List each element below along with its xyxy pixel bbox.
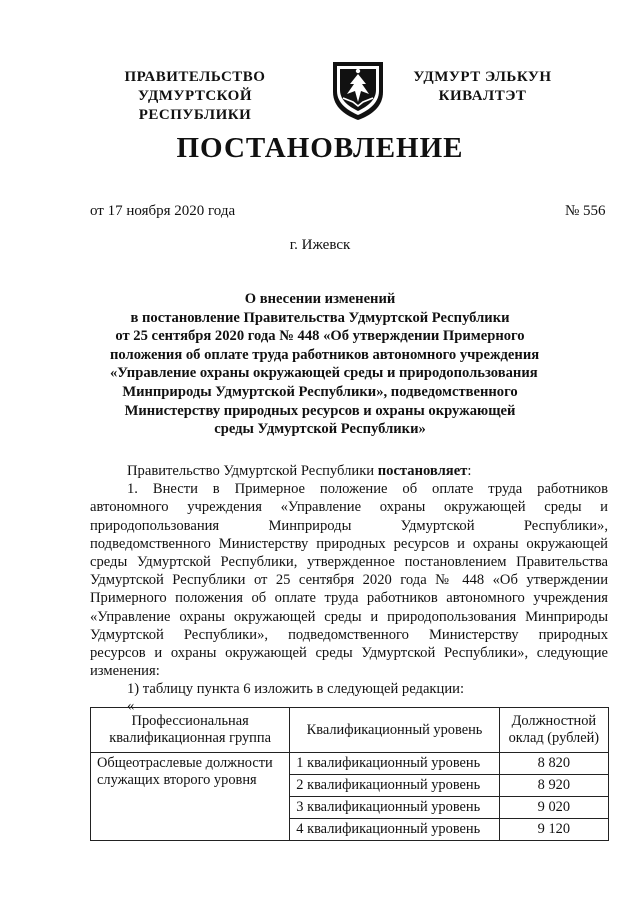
table-cell-level: 3 квалификационный уровень <box>290 797 499 819</box>
subject-line: О внесении изменений <box>244 291 396 307</box>
header-left-line1: ПРАВИТЕЛЬСТВО <box>124 69 266 85</box>
document-title: ПОСТАНОВЛЕНИЕ <box>176 132 464 164</box>
intro-text: Правительство Удмуртской Республики <box>127 463 378 479</box>
paragraph-1-line: подведомственного Министерству природных ресурсов и охраны окружающей <box>90 535 608 552</box>
paragraph-1-line: «Управление охраны окружающей среды и природопользования Минприроды <box>90 608 608 625</box>
subject-line: от 25 сентября 2020 года № 448 «Об утверждении Примерного <box>115 328 525 345</box>
header-right-line1: УДМУРТ ЭЛЬКУН <box>413 69 552 85</box>
table-cell-level: 1 квалификационный уровень <box>290 753 499 775</box>
table-header-salary: Должностной оклад (рублей) <box>499 708 608 753</box>
subject-line: среды Удмуртской Республики» <box>214 421 426 438</box>
intro-paragraph <box>90 462 608 480</box>
paragraph-2: 1) таблицу пункта 6 изложить в следующей редакции: <box>127 681 464 698</box>
document-body <box>90 462 608 713</box>
subject-line: положения об оплате труда работников автономного учреждения <box>110 346 540 363</box>
table-cell-group: Общеотраслевые должности служащих второго уровня <box>91 753 290 841</box>
document-subject <box>110 290 540 439</box>
salary-table <box>90 707 609 841</box>
subject-line: Минприроды Удмуртской Республики», подведомственного <box>122 383 518 400</box>
header-left <box>80 68 310 125</box>
paragraph-1-line: ресурсов и охраны окружающей среды Удмуртской Республики», следующие <box>90 645 608 662</box>
table-cell-level: 4 квалификационный уровень <box>290 819 499 841</box>
subject-line: «Управление охраны окружающей среды и природопользования <box>110 365 538 382</box>
table-cell-level: 2 квалификационный уровень <box>290 775 499 797</box>
table-row <box>91 753 609 775</box>
paragraph-1-line: Удмуртской Республики от 25 сентября 2020 года № 448 «Об утверждении <box>90 572 608 589</box>
intro-colon: : <box>467 463 472 479</box>
document-number: № 556 <box>565 203 606 219</box>
coat-of-arms-icon <box>329 58 387 122</box>
table-header-row <box>91 708 609 753</box>
document-city: г. Ижевск <box>289 237 351 253</box>
header-left-line2: УДМУРТСКОЙ РЕСПУБЛИКИ <box>138 88 252 123</box>
table-cell-salary: 8 920 <box>499 775 608 797</box>
header-right <box>395 68 570 106</box>
table-cell-salary: 8 820 <box>499 753 608 775</box>
subject-line: в постановление Правительства Удмуртской Республики <box>130 309 510 326</box>
paragraph-1-line: природопользования Минприроды Удмуртской Республики», <box>90 517 608 534</box>
quote-open: « <box>127 697 135 714</box>
paragraph-1-line: 1. Внести в Примерное положение об оплате труда работников <box>127 481 608 498</box>
paragraph-1-line: автономного учреждения «Управление охраны окружающей среды и <box>90 499 608 516</box>
table-cell-salary: 9 120 <box>499 819 608 841</box>
table-header-group: Профессиональная квалификационная группа <box>91 708 290 753</box>
paragraph-1-line: Удмуртской Республики», подведомственного Министерству природных <box>90 626 608 643</box>
table-header-level: Квалификационный уровень <box>290 708 499 753</box>
paragraph-1-line: Примерного положения об оплате труда работников автономного учреждения <box>90 590 608 607</box>
header-right-line2: КИВАЛТЭТ <box>438 88 527 104</box>
intro-verb: постановляет <box>377 463 468 479</box>
paragraph-1-line: среды Удмуртской Республики, утвержденное постановлением Правительства <box>90 554 608 571</box>
document-date: от 17 ноября 2020 года <box>90 203 236 219</box>
paragraph-1-line: изменения: <box>90 663 160 680</box>
table-cell-salary: 9 020 <box>499 797 608 819</box>
subject-line: Министерству природных ресурсов и охраны окружающей <box>124 402 516 419</box>
